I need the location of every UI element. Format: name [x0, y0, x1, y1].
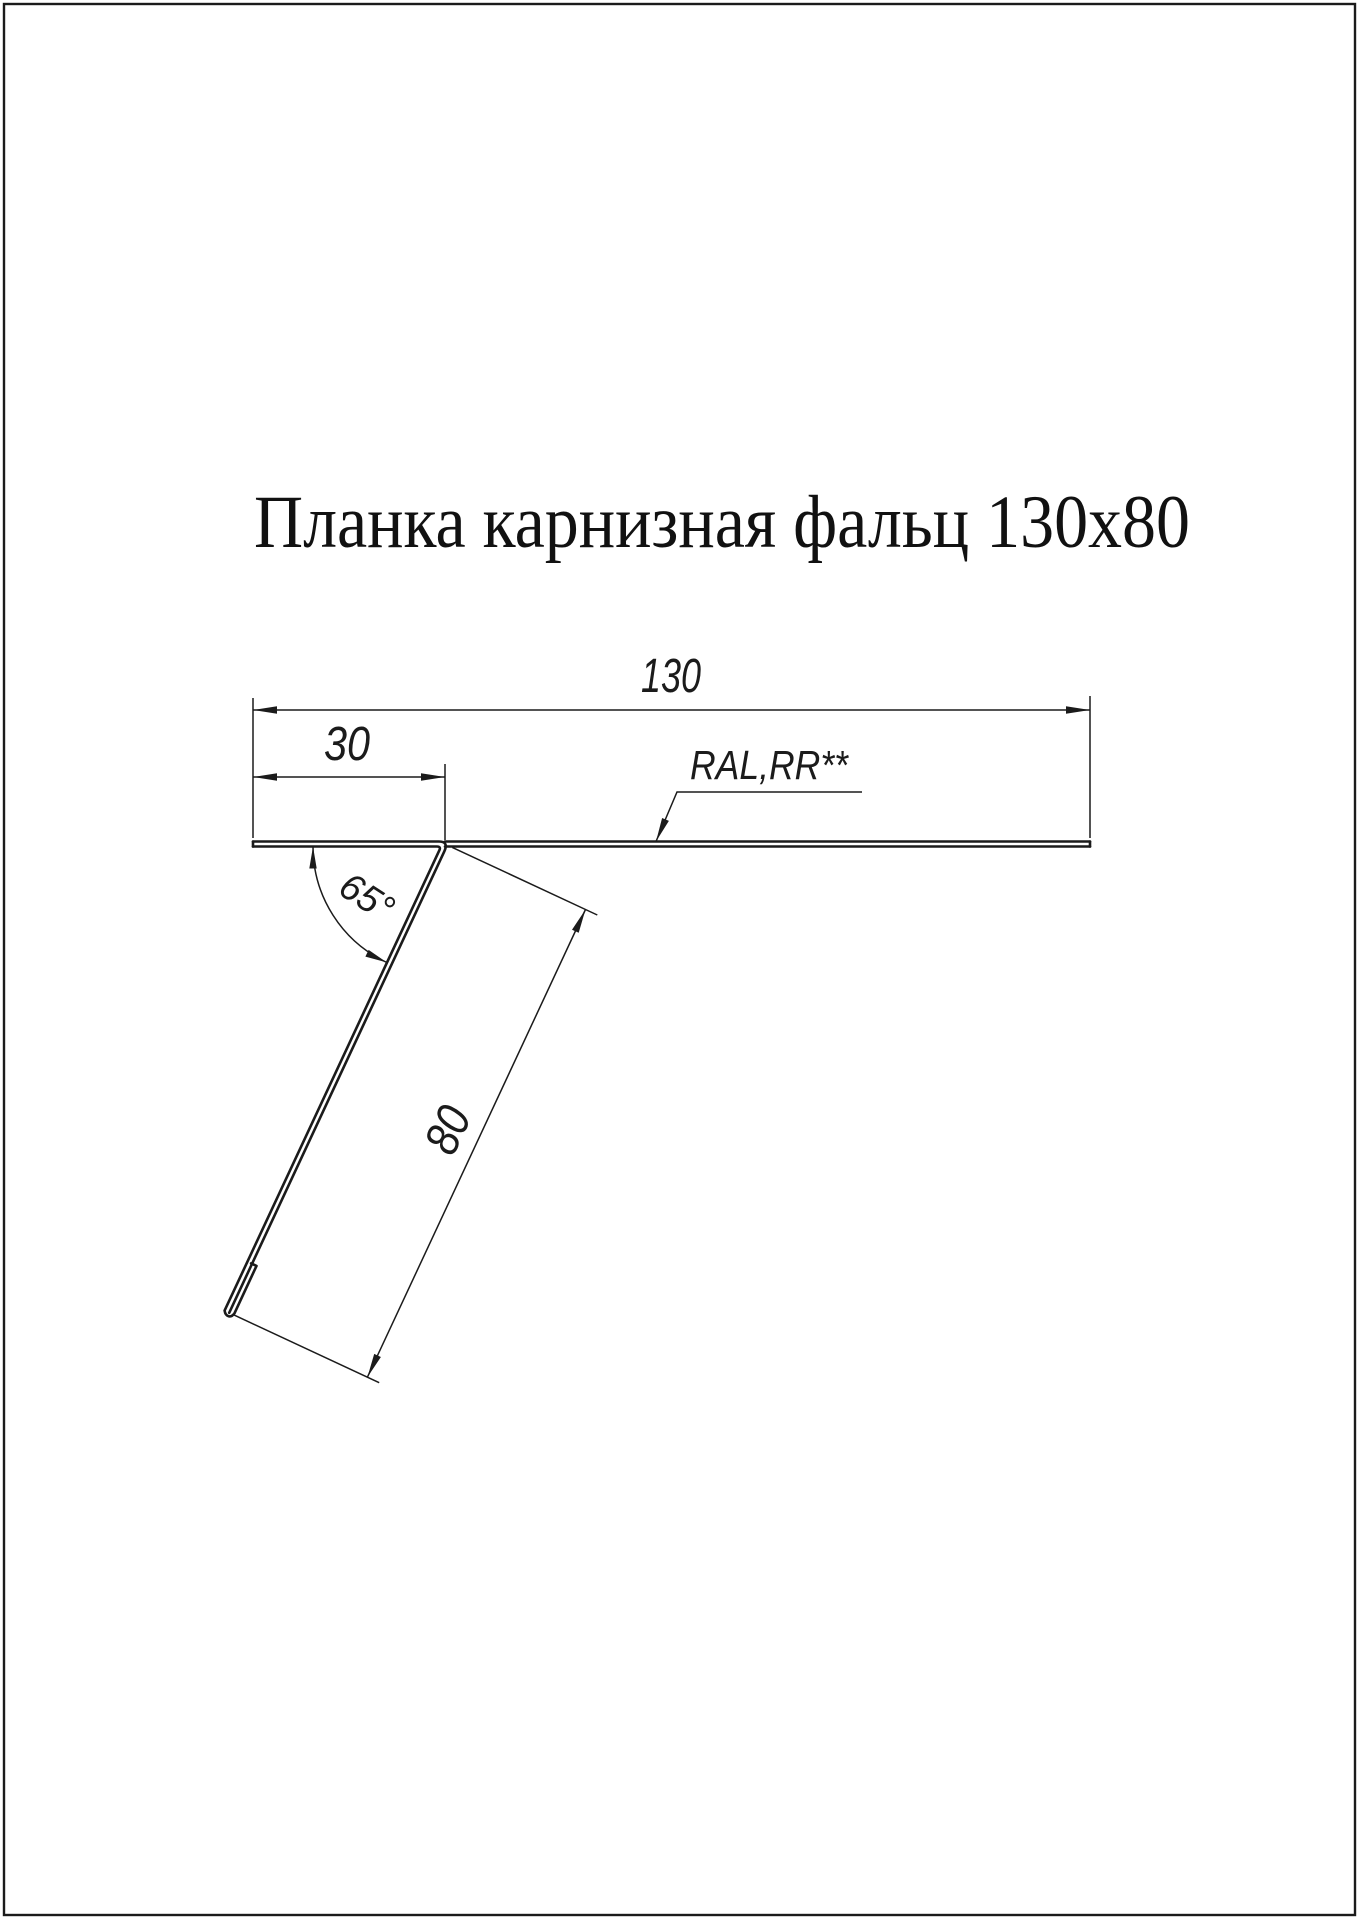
dim-80-label: 80 [414, 1091, 486, 1163]
drawing-border [4, 4, 1355, 1915]
dim-80-extension-top [452, 847, 597, 915]
coating-leader [656, 742, 862, 842]
dim-80-line [367, 910, 585, 1378]
dim-130-arrow-right [1066, 706, 1090, 713]
dim-30-label: 30 [324, 718, 371, 771]
dim-80-arrow-bottom [367, 1354, 381, 1377]
angle-arrow-bottom [365, 950, 387, 963]
dim-130-arrow-left [253, 706, 277, 713]
sheet-inner-face-and-hem [225, 847, 440, 1317]
coating-label: RAL,RR** [690, 742, 850, 788]
angle-label: 65° [331, 864, 403, 932]
dimension-30 [253, 718, 445, 840]
angle-arrow-top [309, 847, 316, 869]
page-title: Планка карнизная фальц 130х80 [254, 481, 1190, 564]
dim-30-arrow-right [421, 773, 445, 780]
dim-80-arrow-top [572, 910, 586, 933]
dim-30-arrow-left [253, 773, 277, 780]
dim-80-extension-bottom [234, 1315, 379, 1383]
dimension-130 [253, 650, 1090, 838]
angle-dimension-65 [309, 847, 401, 963]
sheet-outer-face [229, 842, 446, 1313]
leader-line [656, 792, 862, 842]
dimension-80 [234, 847, 597, 1382]
dim-130-label: 130 [641, 650, 702, 703]
leader-arrow [656, 818, 669, 842]
angle-label-group [332, 865, 402, 931]
